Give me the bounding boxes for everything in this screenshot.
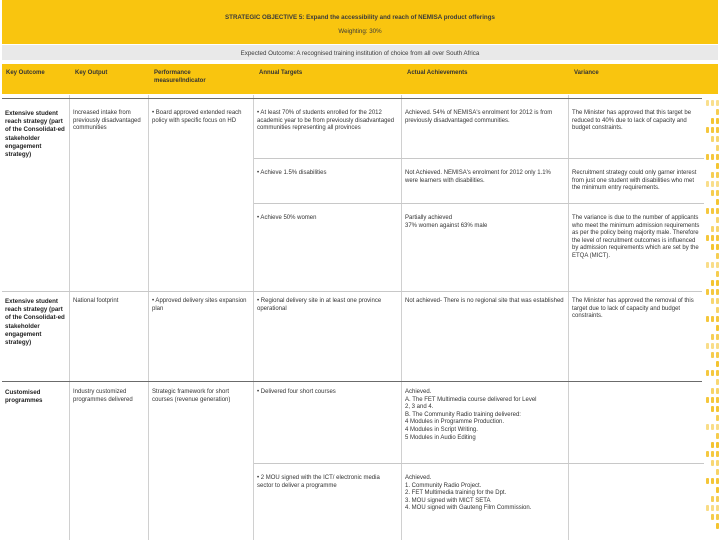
- decorative-dot: [716, 505, 719, 511]
- decorative-dot: [706, 478, 709, 484]
- decorative-dot: [716, 325, 719, 331]
- decorative-dot: [706, 208, 709, 214]
- decorative-dot: [716, 253, 719, 259]
- sub-row-divider: [254, 158, 704, 159]
- decorative-dot: [711, 442, 714, 448]
- decorative-dot: [711, 505, 714, 511]
- decorative-dot: [716, 415, 719, 421]
- column-divider: [69, 95, 70, 540]
- decorative-dot: [716, 406, 719, 412]
- decorative-dot: [706, 262, 709, 268]
- decorative-dot: [716, 172, 719, 178]
- decorative-dot: [716, 190, 719, 196]
- decorative-dot: [711, 289, 714, 295]
- decorative-dot: [716, 235, 719, 241]
- row-divider: [2, 291, 702, 292]
- decorative-dot: [716, 154, 719, 160]
- decorative-dot: [711, 190, 714, 196]
- row-divider: [2, 381, 702, 382]
- decorative-dot: [716, 343, 719, 349]
- expected-outcome-banner: [2, 45, 718, 60]
- decorative-dot: [711, 208, 714, 214]
- decorative-dot: [716, 451, 719, 457]
- row-divider: [2, 98, 702, 99]
- variance: Recruitment strategy could only garner interest from just one student with disabilities who met the minimum entry requirements.: [572, 170, 697, 192]
- decorative-dot: [711, 496, 714, 502]
- decorative-dot: [716, 361, 719, 367]
- weighting-label: Weighting: 30%: [338, 28, 382, 35]
- decorative-dot: [716, 469, 719, 475]
- decorative-dot: [711, 406, 714, 412]
- decorative-dot: [716, 136, 719, 142]
- objective-banner: [2, 0, 718, 44]
- performance-indicator: • Approved delivery sites expansion plan: [152, 298, 247, 312]
- actual-achievement: Achieved. A. The FET Multimedia course delivered for Level 2, 3 and 4. B. The Community Radio training delivered: 4 Modules in Programme Production. 4 Modules in Script Writing. 5 Modules in Audio Editing: [405, 389, 537, 441]
- decorative-dot: [716, 370, 719, 376]
- decorative-dot: [716, 145, 719, 151]
- decorative-dot: [716, 487, 719, 493]
- variance: The variance is due to the number of applicants who meet the minimum admission requirements as per the policy being majority male. Therefore the level of recruitment outcomes is influenced by admission requirements which are set by the ETQA (MICT).: [572, 215, 700, 259]
- actual-achievement: Not achieved- There is no regional site that was established: [405, 298, 564, 304]
- key-outcome: Customised programmes: [5, 389, 43, 405]
- decorative-dot: [716, 316, 719, 322]
- decorative-dot: [716, 496, 719, 502]
- decorative-dot: [706, 127, 709, 133]
- variance: The Minister has approved that this target be reduced to 40% due to lack of capacity and budget constraints.: [572, 110, 692, 132]
- decorative-dot: [716, 109, 719, 115]
- decorative-dot: [716, 226, 719, 232]
- column-divider: [253, 95, 254, 540]
- decorative-dot: [711, 226, 714, 232]
- decorative-dot: [716, 388, 719, 394]
- annual-target: • 2 MOU signed with the ICT/ electronic media sector to deliver a programme: [257, 475, 380, 489]
- annual-target: • At least 70% of students enrolled for the 2012 academic year to be from previously disadvantaged communities representing all provinces: [257, 110, 395, 132]
- decorative-dot: [716, 460, 719, 466]
- decorative-dot: [711, 334, 714, 340]
- decorative-dot: [706, 289, 709, 295]
- decorative-dot: [711, 298, 714, 304]
- column-header: Variance: [574, 70, 599, 76]
- decorative-dot: [706, 154, 709, 160]
- performance-indicator: Strategic framework for short courses (revenue generation): [152, 389, 231, 403]
- decorative-dot: [716, 100, 719, 106]
- key-outcome: Extensive student reach strategy (part of the Consolidat-ed stakeholder engagement strategy): [5, 298, 65, 347]
- decorative-dot: [706, 343, 709, 349]
- decorative-dot: [716, 118, 719, 124]
- decorative-dot: [711, 127, 714, 133]
- variance: The Minister has approved the removal of this target due to lack of capacity and budget constraints.: [572, 298, 694, 320]
- decorative-dot: [716, 523, 719, 529]
- annual-target: • Delivered four short courses: [257, 389, 336, 395]
- decorative-dot: [711, 316, 714, 322]
- column-header: Key Output: [75, 70, 108, 76]
- actual-achievement: Partially achieved 37% women against 63% male: [405, 215, 488, 229]
- decorative-dot: [711, 397, 714, 403]
- decorative-dot: [706, 370, 709, 376]
- decorative-dot: [711, 514, 714, 520]
- key-output: Industry customized programmes delivered: [73, 389, 133, 403]
- decorative-dot: [711, 100, 714, 106]
- decorative-dot: [716, 181, 719, 187]
- decorative-dot: [716, 280, 719, 286]
- decorative-dot: [706, 397, 709, 403]
- decorative-dot: [716, 334, 719, 340]
- decorative-dot: [716, 289, 719, 295]
- annual-target: • Achieve 1.5% disabilities: [257, 170, 327, 176]
- decorative-dot: [711, 181, 714, 187]
- decorative-dot: [711, 136, 714, 142]
- decorative-dot: [716, 199, 719, 205]
- decorative-dot: [706, 100, 709, 106]
- column-header: Performance measure/Indicator: [154, 70, 206, 84]
- decorative-dot: [711, 118, 714, 124]
- performance-indicator: • Board approved extended reach policy with specific focus on HD: [152, 110, 242, 124]
- decorative-dot: [716, 352, 719, 358]
- decorative-dot: [716, 478, 719, 484]
- key-output: National footprint: [73, 298, 119, 304]
- actual-achievement: Achieved. 54% of NEMISA's enrolment for 2012 is from previously disadvantaged communities.: [405, 110, 553, 124]
- decorative-dot-pattern: [704, 96, 720, 540]
- decorative-dot: [716, 307, 719, 313]
- decorative-dot: [711, 262, 714, 268]
- decorative-dot: [716, 298, 719, 304]
- decorative-dot: [716, 514, 719, 520]
- decorative-dot: [706, 424, 709, 430]
- decorative-dot: [716, 433, 719, 439]
- decorative-dot: [716, 442, 719, 448]
- decorative-dot: [716, 397, 719, 403]
- decorative-dot: [711, 352, 714, 358]
- decorative-dot: [716, 208, 719, 214]
- decorative-dot: [711, 343, 714, 349]
- decorative-dot: [711, 172, 714, 178]
- column-divider: [568, 95, 569, 540]
- decorative-dot: [716, 379, 719, 385]
- decorative-dot: [716, 244, 719, 250]
- column-header: Annual Targets: [259, 70, 303, 76]
- decorative-dot: [706, 181, 709, 187]
- actual-achievement: Achieved. 1. Community Radio Project. 2. FET Multimedia training for the Dpt. 3. MOU signed with MICT SETA 4. MOU signed with Gauteng Film Commission.: [405, 475, 532, 512]
- sub-row-divider: [254, 203, 704, 204]
- decorative-dot: [711, 388, 714, 394]
- key-output: Increased intake from previously disadvantaged communities: [73, 110, 141, 132]
- decorative-dot: [706, 235, 709, 241]
- decorative-dot: [711, 451, 714, 457]
- decorative-dot: [716, 127, 719, 133]
- decorative-dot: [711, 244, 714, 250]
- objective-title: STRATEGIC OBJECTIVE 5: Expand the accessibility and reach of NEMISA product offerings: [225, 14, 495, 21]
- decorative-dot: [706, 505, 709, 511]
- decorative-dot: [716, 271, 719, 277]
- decorative-dot: [711, 478, 714, 484]
- decorative-dot: [711, 370, 714, 376]
- decorative-dot: [711, 424, 714, 430]
- table-header: [2, 64, 718, 94]
- decorative-dot: [716, 163, 719, 169]
- decorative-dot: [706, 451, 709, 457]
- annual-target: • Regional delivery site in at least one province operational: [257, 298, 382, 312]
- column-divider: [401, 95, 402, 540]
- actual-achievement: Not Achieved. NEMISA's enrolment for 2012 only 1.1% were learners with disabilities.: [405, 170, 551, 184]
- column-header: Key Outcome: [6, 70, 45, 76]
- decorative-dot: [716, 424, 719, 430]
- decorative-dot: [711, 460, 714, 466]
- expected-outcome-text: Expected Outcome: A recognised training institution of choice from all over South Africa: [240, 50, 480, 57]
- key-outcome: Extensive student reach strategy (part of the Consolidat-ed stakeholder engagement strategy): [5, 110, 65, 159]
- decorative-dot: [711, 280, 714, 286]
- decorative-dot: [706, 316, 709, 322]
- column-divider: [148, 95, 149, 540]
- decorative-dot: [711, 235, 714, 241]
- column-header: Actual Achievements: [407, 70, 468, 76]
- decorative-dot: [716, 262, 719, 268]
- decorative-dot: [716, 217, 719, 223]
- annual-target: • Achieve 50% women: [257, 215, 317, 221]
- decorative-dot: [711, 154, 714, 160]
- sub-row-divider: [254, 463, 704, 464]
